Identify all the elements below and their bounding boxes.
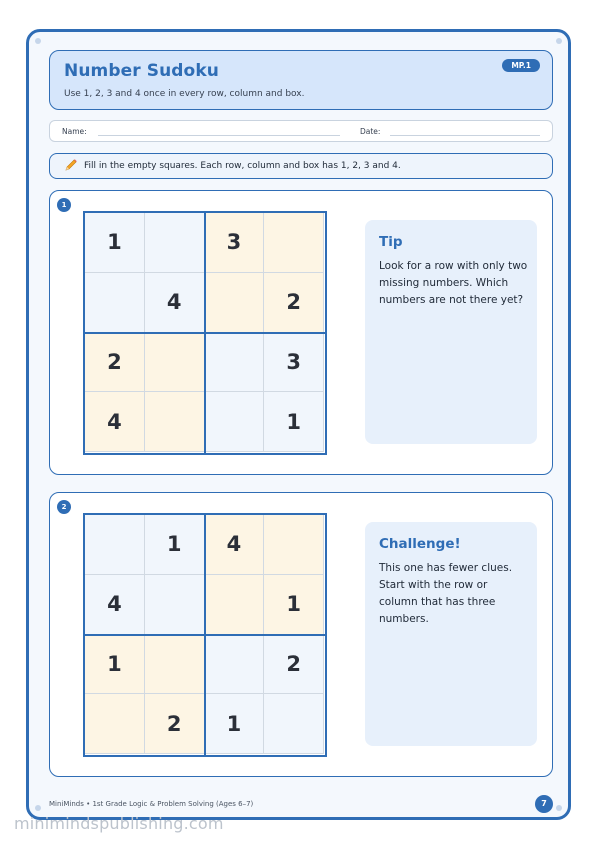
sudoku-grid <box>83 513 327 757</box>
corner-dot <box>35 38 41 44</box>
sudoku-cell[interactable] <box>205 392 265 452</box>
challenge-text: This one has fewer clues. Start with the row or column that has three numbers. <box>379 562 513 625</box>
sudoku-cell[interactable] <box>145 635 205 695</box>
standard-badge: MP.1 <box>502 59 540 72</box>
instruction-text: Fill in the empty squares. Each row, column and box has 1, 2, 3 and 4. <box>84 161 401 171</box>
sudoku-cell: 1 <box>85 213 145 273</box>
footer-text: MiniMinds • 1st Grade Logic & Problem Solving (Ages 6–7) <box>49 800 254 808</box>
title-banner <box>49 50 553 110</box>
worksheet-page <box>26 29 571 820</box>
sudoku-cell: 1 <box>264 392 324 452</box>
page-subtitle: Use 1, 2, 3 and 4 once in every row, column and box. <box>64 89 305 99</box>
page-title: Number Sudoku <box>64 61 219 81</box>
sudoku-cell: 3 <box>205 213 265 273</box>
puzzle-number: 1 <box>57 198 71 212</box>
sudoku-cell[interactable] <box>85 515 145 575</box>
sudoku-cell[interactable] <box>145 333 205 393</box>
challenge-box <box>365 522 537 746</box>
sudoku-grid <box>83 211 327 455</box>
name-date-bar <box>49 120 553 142</box>
puzzle-panel-2 <box>49 492 553 777</box>
sudoku-cell: 4 <box>205 515 265 575</box>
sudoku-cell: 4 <box>145 273 205 333</box>
sudoku-cell: 2 <box>264 273 324 333</box>
date-label: Date: <box>360 127 381 136</box>
sudoku-cell[interactable] <box>85 273 145 333</box>
tip-title: Tip <box>379 234 403 250</box>
name-field[interactable] <box>98 135 340 136</box>
sudoku-cell[interactable] <box>85 694 145 754</box>
box-divider <box>85 634 325 637</box>
corner-dot <box>556 805 562 811</box>
sudoku-cell[interactable] <box>264 694 324 754</box>
sudoku-cell: 4 <box>85 392 145 452</box>
tip-text: Look for a row with only two missing numbers. Which numbers are not there yet? <box>379 260 528 306</box>
sudoku-cell[interactable] <box>145 213 205 273</box>
sudoku-cell: 2 <box>145 694 205 754</box>
page-number: 7 <box>535 795 553 813</box>
challenge-title: Challenge! <box>379 536 461 552</box>
sudoku-cell[interactable] <box>145 575 205 635</box>
sudoku-cell: 2 <box>264 635 324 695</box>
puzzle-panel-1 <box>49 190 553 475</box>
sudoku-cell: 1 <box>145 515 205 575</box>
sudoku-cell: 3 <box>264 333 324 393</box>
sudoku-cell[interactable] <box>264 515 324 575</box>
sudoku-cell[interactable] <box>205 273 265 333</box>
tip-box <box>365 220 537 444</box>
date-field[interactable] <box>390 135 540 136</box>
sudoku-cell: 1 <box>264 575 324 635</box>
pencil-icon <box>64 158 78 172</box>
sudoku-cell[interactable] <box>205 635 265 695</box>
sudoku-cell: 4 <box>85 575 145 635</box>
instruction-bar <box>49 153 553 179</box>
box-divider <box>85 332 325 335</box>
sudoku-cell[interactable] <box>264 213 324 273</box>
sudoku-cell: 1 <box>85 635 145 695</box>
corner-dot <box>556 38 562 44</box>
sudoku-cell[interactable] <box>205 575 265 635</box>
puzzle-number: 2 <box>57 500 71 514</box>
sudoku-cell: 2 <box>85 333 145 393</box>
sudoku-cell[interactable] <box>145 392 205 452</box>
watermark-text: minimindspublishing.com <box>14 814 224 833</box>
sudoku-cell[interactable] <box>205 333 265 393</box>
sudoku-cell: 1 <box>205 694 265 754</box>
corner-dot <box>35 805 41 811</box>
name-label: Name: <box>62 127 87 136</box>
